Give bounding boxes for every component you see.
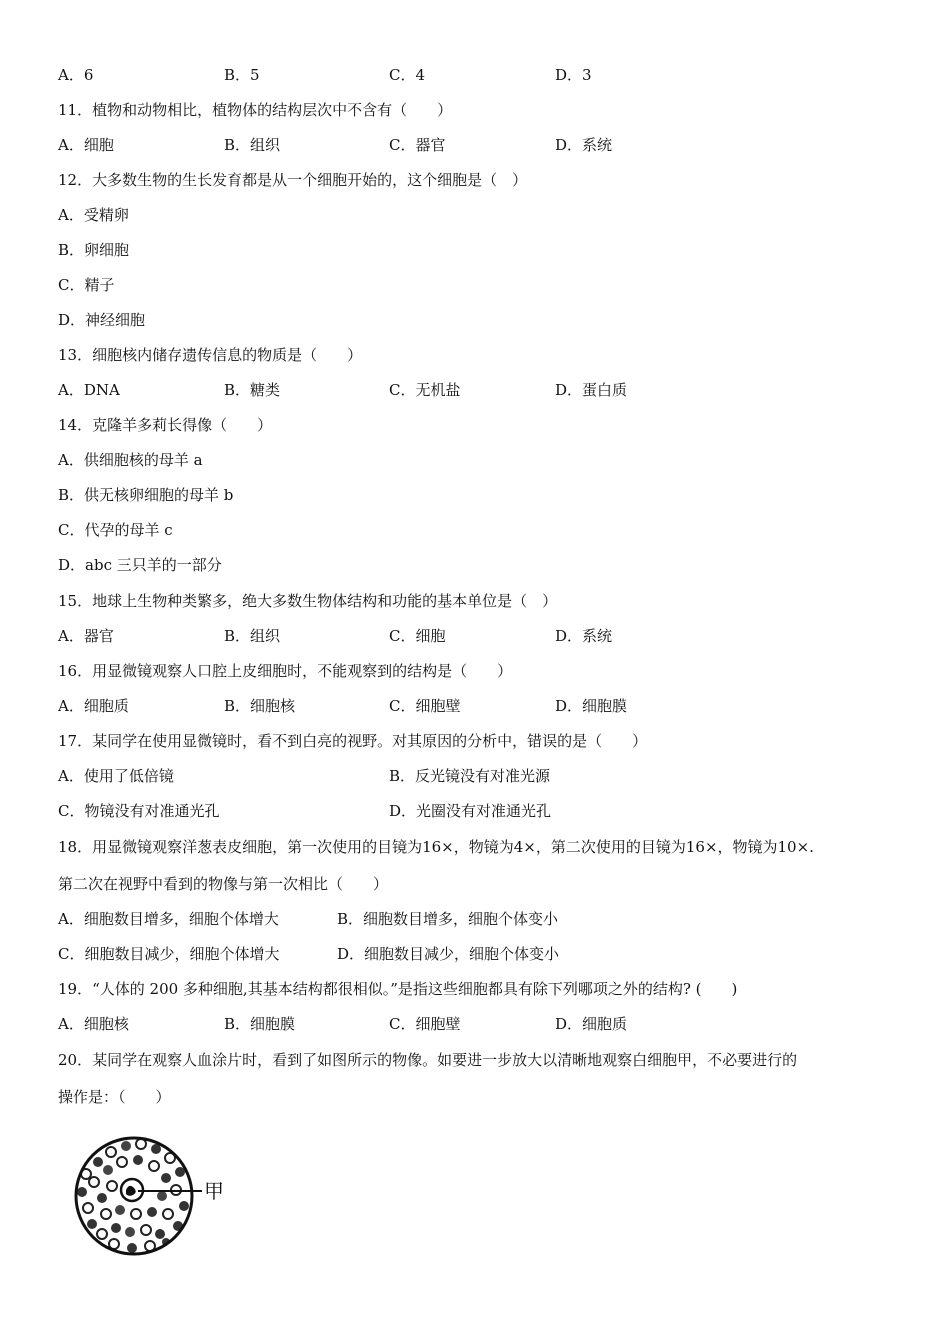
q12-option-a[interactable]: A．受精卵 [58,206,129,224]
q16-option-b[interactable]: B．细胞核 [224,697,296,715]
q15-option-a[interactable]: A．器官 [58,627,114,645]
q18-option-a[interactable]: A．细胞数目增多，细胞个体增大 [58,910,279,928]
q13-stem: 13．细胞核内储存遗传信息的物质是（ ） [58,346,363,364]
q15-stem: 15．地球上生物种类繁多，绝大多数生物体结构和功能的基本单位是（ ） [58,592,558,610]
q19-option-d[interactable]: D．细胞质 [555,1015,628,1033]
q16-option-a[interactable]: A．细胞质 [58,697,129,715]
q18-option-c[interactable]: C．细胞数目减少，细胞个体增大 [58,945,280,963]
q14-option-d[interactable]: D．abc 三只羊的一部分 [58,556,222,574]
q13-option-d[interactable]: D．蛋白质 [555,381,628,399]
q14-option-a[interactable]: A．供细胞核的母羊 a [58,451,203,469]
blood-smear-figure [66,1134,236,1258]
q20-stem-line2: 操作是：（ ） [58,1088,171,1106]
q12-option-d[interactable]: D．神经细胞 [58,311,146,329]
q18-stem-line2: 第二次在视野中看到的物像与第一次相比（ ） [58,875,389,893]
q11-option-b[interactable]: B．组织 [224,136,281,154]
q19-option-c[interactable]: C．细胞壁 [389,1015,461,1033]
q12-option-c[interactable]: C．精子 [58,276,115,294]
q19-option-b[interactable]: B．细胞膜 [224,1015,296,1033]
q16-option-d[interactable]: D．细胞膜 [555,697,628,715]
q12-stem: 12．大多数生物的生长发育都是从一个细胞开始的，这个细胞是（ ） [58,171,528,189]
q11-option-a[interactable]: A．细胞 [58,136,114,154]
q19-option-a[interactable]: A．细胞核 [58,1015,129,1033]
q17-option-d[interactable]: D．光圈没有对准通光孔 [389,802,552,820]
q18-option-d[interactable]: D．细胞数目减少，细胞个体变小 [337,945,560,963]
q15-option-c[interactable]: C．细胞 [389,627,446,645]
q18-stem-line1: 18．用显微镜观察洋葱表皮细胞，第一次使用的目镜为16×，物镜为4×，第二次使用的目镜为16×，物镜为10×. [58,838,814,856]
q14-option-b[interactable]: B．供无核卵细胞的母羊 b [58,486,234,504]
q11-option-d[interactable]: D．系统 [555,136,613,154]
figure-label: 甲 [204,1179,224,1203]
q13-option-b[interactable]: B．糖类 [224,381,281,399]
q16-option-c[interactable]: C．细胞壁 [389,697,461,715]
q10-option-c[interactable]: C．4 [389,66,426,84]
q17-option-a[interactable]: A．使用了低倍镜 [58,767,174,785]
q17-stem: 17．某同学在使用显微镜时，看不到白亮的视野。对其原因的分析中，错误的是（ ） [58,732,648,750]
q20-stem-line1: 20．某同学在观察人血涂片时，看到了如图所示的物像。如要进一步放大以清晰地观察白细胞甲，不必要进行的 [58,1051,798,1069]
q16-stem: 16．用显微镜观察人口腔上皮细胞时，不能观察到的结构是（ ） [58,662,513,680]
q15-option-d[interactable]: D．系统 [555,627,613,645]
q14-option-c[interactable]: C．代孕的母羊 c [58,521,173,539]
q14-stem: 14．克隆羊多莉长得像（ ） [58,416,273,434]
q15-option-b[interactable]: B．组织 [224,627,281,645]
q17-option-c[interactable]: C．物镜没有对准通光孔 [58,802,220,820]
q10-option-a[interactable]: A．6 [58,66,94,84]
q11-option-c[interactable]: C．器官 [389,136,446,154]
q10-option-b[interactable]: B．5 [224,66,260,84]
q13-option-a[interactable]: A．DNA [58,381,120,399]
q17-option-b[interactable]: B．反光镜没有对准光源 [389,767,551,785]
q11-stem: 11．植物和动物相比，植物体的结构层次中不含有（ ） [58,101,453,119]
q12-option-b[interactable]: B．卵细胞 [58,241,130,259]
q13-option-c[interactable]: C．无机盐 [389,381,461,399]
q19-stem: 19．“人体的 200 多种细胞,其基本结构都很相似。”是指这些细胞都具有除下列哪项之外的结构? ( ) [58,980,738,998]
q10-option-d[interactable]: D．3 [555,66,592,84]
q18-option-b[interactable]: B．细胞数目增多，细胞个体变小 [337,910,559,928]
